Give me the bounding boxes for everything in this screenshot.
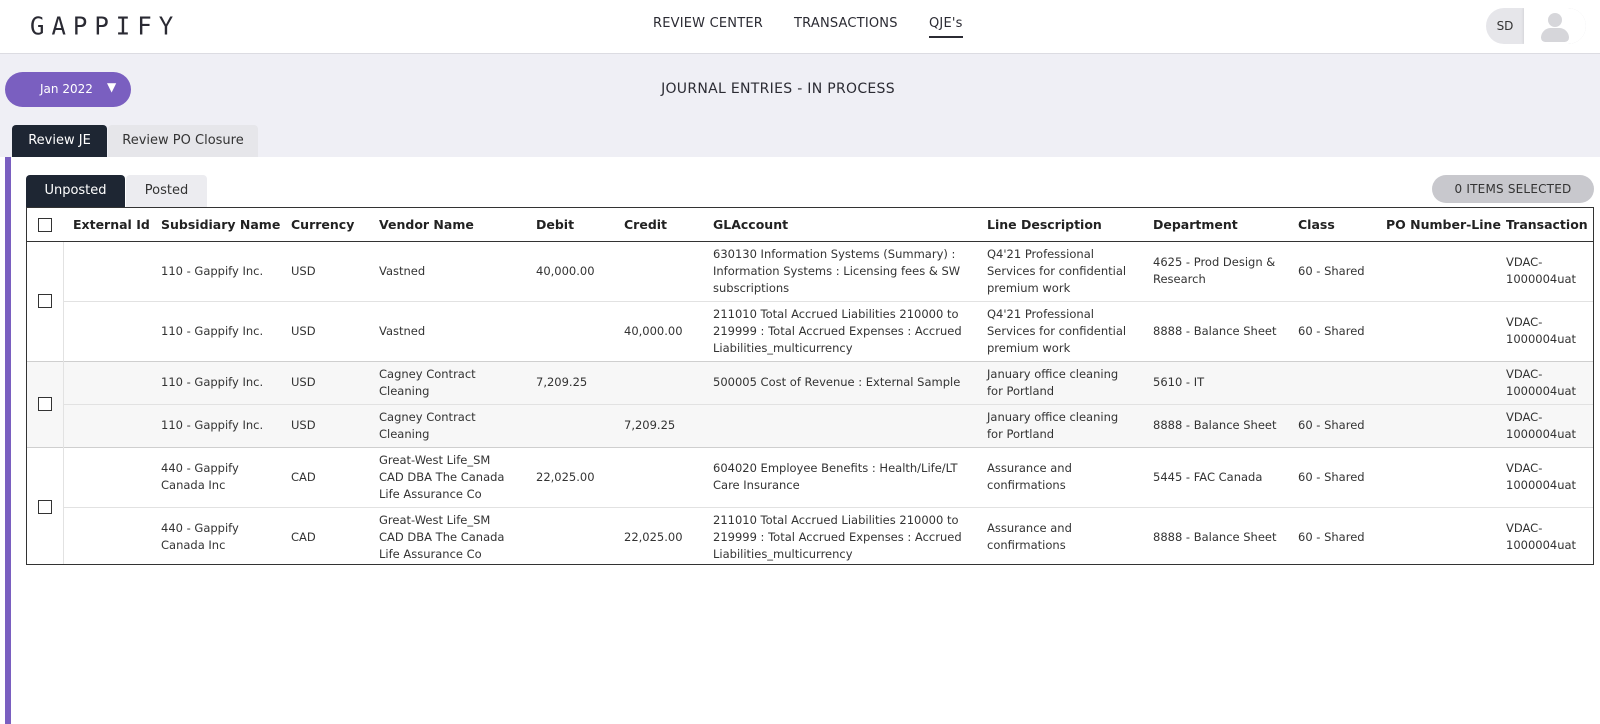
cell-gl-account: 211010 Total Accrued Liabilities 210000 to 219999 : Total Accrued Expenses : Accrued Liabilities_multicurrency (703, 301, 977, 361)
column-header-department[interactable]: Department (1143, 208, 1288, 241)
cell-external-id (63, 241, 151, 301)
cell-line-description: Assurance and confirmations (977, 507, 1143, 565)
cell-line-description: Q4'21 Professional Services for confidential premium work (977, 301, 1143, 361)
gappify-logo[interactable]: GAPPIFY (30, 11, 181, 41)
table-row[interactable] (27, 447, 1593, 507)
cell-gl-account: 604020 Employee Benefits : Health/Life/LT Care Insurance (703, 447, 977, 507)
cell-currency: USD (281, 404, 369, 447)
cell-currency: USD (281, 301, 369, 361)
cell-po-number-line (1376, 361, 1496, 404)
checkbox-icon[interactable] (38, 294, 52, 308)
table-row[interactable] (27, 361, 1593, 404)
cell-currency: CAD (281, 507, 369, 565)
cell-debit (526, 301, 614, 361)
row-group-checkbox[interactable] (27, 447, 63, 565)
cell-class: 60 - Shared (1288, 447, 1376, 507)
row-group-checkbox[interactable] (27, 241, 63, 361)
row-group-checkbox[interactable] (27, 361, 63, 447)
cell-external-id (63, 361, 151, 404)
cell-subsidiary: 110 - Gappify Inc. (151, 404, 281, 447)
column-header-vendor[interactable]: Vendor Name (369, 208, 526, 241)
cell-credit (614, 361, 703, 404)
checkbox-icon[interactable] (38, 397, 52, 411)
cell-line-description: Assurance and confirmations (977, 447, 1143, 507)
accent-sidebar-bar (5, 157, 11, 724)
cell-currency: CAD (281, 447, 369, 507)
select-all-checkbox[interactable] (27, 208, 63, 241)
cell-credit: 22,025.00 (614, 507, 703, 565)
table-row[interactable] (27, 404, 1593, 447)
cell-debit (526, 404, 614, 447)
cell-class: 60 - Shared (1288, 507, 1376, 565)
caret-down-icon: ▼ (107, 80, 117, 94)
column-header-currency[interactable]: Currency (281, 208, 369, 241)
cell-transaction: VDAC-1000004uat (1496, 404, 1593, 447)
cell-currency: USD (281, 361, 369, 404)
cell-external-id (63, 404, 151, 447)
column-header-external-id[interactable]: External Id (63, 208, 151, 241)
journal-entries-table (26, 207, 1594, 565)
cell-class: 60 - Shared (1288, 404, 1376, 447)
cell-gl-account (703, 404, 977, 447)
column-header-gl-account[interactable]: GLAccount (703, 208, 977, 241)
page-title: JOURNAL ENTRIES - IN PROCESS (661, 81, 895, 97)
cell-transaction: VDAC-1000004uat (1506, 255, 1577, 286)
cell-vendor: Great-West Life_SM CAD DBA The Canada Life Assurance Co (369, 507, 526, 565)
period-label: Jan 2022 (40, 82, 93, 96)
cell-transaction: VDAC-1000004uat (1496, 507, 1593, 565)
cell-debit: 7,209.25 (526, 361, 614, 404)
cell-vendor: Cagney Contract Cleaning (369, 361, 526, 404)
cell-external-id (63, 507, 151, 565)
column-header-subsidiary[interactable]: Subsidiary Name (151, 208, 281, 241)
avatar[interactable] (1524, 8, 1586, 44)
cell-vendor: Great-West Life_SM CAD DBA The Canada Life Assurance Co (369, 447, 526, 507)
cell-po-number-line (1376, 241, 1496, 301)
cell-line-description: January office cleaning for Portland (977, 404, 1143, 447)
table-row[interactable] (27, 507, 1593, 565)
tab-review-po-closure[interactable]: Review PO Closure (108, 125, 258, 157)
cell-class: 60 - Shared (1298, 263, 1365, 278)
column-header-po-number-line[interactable]: PO Number-Line (1376, 208, 1496, 241)
items-selected-badge[interactable]: 0 ITEMS SELECTED (1432, 175, 1594, 203)
column-header-line-description[interactable]: Line Description (977, 208, 1143, 241)
cell-line-description: January office cleaning for Portland (977, 361, 1143, 404)
avatar-icon-body (1541, 28, 1569, 42)
cell-subsidiary: 440 - Gappify Canada Inc (151, 507, 281, 565)
cell-department: 8888 - Balance Sheet (1143, 301, 1288, 361)
cell-gl-account: 500005 Cost of Revenue : External Sample (703, 361, 977, 404)
tab-unposted[interactable]: Unposted (26, 175, 125, 207)
cell-transaction: VDAC-1000004uat (1496, 301, 1593, 361)
cell-vendor: Vastned (379, 263, 426, 278)
nav-review-center[interactable]: REVIEW CENTER (653, 16, 763, 31)
table-row[interactable] (27, 241, 1593, 301)
user-initials[interactable]: SD (1496, 19, 1514, 33)
cell-credit: 7,209.25 (614, 404, 703, 447)
cell-debit: 22,025.00 (526, 447, 614, 507)
cell-debit: 40,000.00 (536, 263, 595, 278)
cell-gl-account: 211010 Total Accrued Liabilities 210000 to 219999 : Total Accrued Expenses : Accrued Liabilities_multicurrency (703, 507, 977, 565)
tab-posted[interactable]: Posted (126, 175, 207, 207)
cell-vendor: Cagney Contract Cleaning (369, 404, 526, 447)
column-header-debit[interactable]: Debit (526, 208, 614, 241)
cell-po-number-line (1376, 447, 1496, 507)
cell-class (1288, 361, 1376, 404)
cell-credit (614, 447, 703, 507)
cell-po-number-line (1376, 507, 1496, 565)
cell-department: 8888 - Balance Sheet (1143, 404, 1288, 447)
tab-review-je[interactable]: Review JE (12, 125, 107, 157)
cell-department: 5610 - IT (1143, 361, 1288, 404)
cell-po-number-line (1376, 301, 1496, 361)
cell-line-description: Q4'21 Professional Services for confidential premium work (987, 246, 1127, 295)
checkbox-icon[interactable] (38, 218, 52, 232)
cell-currency: USD (291, 263, 316, 278)
cell-subsidiary: 110 - Gappify Inc. (151, 361, 281, 404)
cell-vendor: Vastned (369, 301, 526, 361)
avatar-icon (1548, 13, 1562, 27)
cell-subsidiary: 440 - Gappify Canada Inc (151, 447, 281, 507)
nav-qjes[interactable]: QJE's (929, 16, 963, 38)
cell-debit (526, 507, 614, 565)
cell-external-id (63, 447, 151, 507)
cell-subsidiary: 110 - Gappify Inc. (151, 301, 281, 361)
column-header-class[interactable]: Class (1288, 208, 1376, 241)
checkbox-icon[interactable] (38, 500, 52, 514)
cell-gl-account: 630130 Information Systems (Summary) : Information Systems : Licensing fees & SW subscriptions (713, 246, 961, 295)
column-header-credit[interactable]: Credit (614, 208, 703, 241)
cell-subsidiary: 110 - Gappify Inc. (161, 263, 264, 278)
cell-po-number-line (1376, 404, 1496, 447)
cell-transaction: VDAC-1000004uat (1496, 361, 1593, 404)
cell-department: 8888 - Balance Sheet (1143, 507, 1288, 565)
table-row[interactable] (27, 301, 1593, 361)
cell-department: 4625 - Prod Design & Research (1153, 255, 1276, 286)
cell-transaction: VDAC-1000004uat (1496, 447, 1593, 507)
cell-department: 5445 - FAC Canada (1143, 447, 1288, 507)
top-navigation-bar (0, 0, 1600, 54)
user-menu[interactable] (1486, 8, 1586, 44)
cell-external-id (63, 301, 151, 361)
table-header-row (27, 208, 1593, 241)
cell-credit (614, 241, 703, 301)
column-header-transaction[interactable]: Transaction (1496, 208, 1593, 241)
cell-class: 60 - Shared (1288, 301, 1376, 361)
cell-credit: 40,000.00 (614, 301, 703, 361)
nav-transactions[interactable]: TRANSACTIONS (794, 16, 898, 31)
